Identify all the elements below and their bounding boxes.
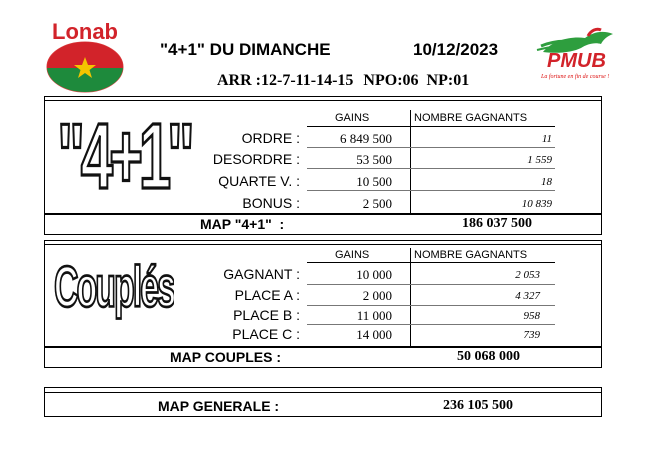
- row-gains: 53 500: [356, 152, 392, 167]
- badge-couples-text: Couplés: [54, 255, 174, 321]
- row-label: QUARTE V. :: [218, 173, 300, 189]
- draw-date: 10/12/2023: [413, 40, 499, 59]
- row-gains: 2 500: [362, 196, 392, 211]
- page-title: "4+1" DU DIMANCHE: [160, 40, 331, 59]
- row-winners: 10 839: [521, 198, 552, 210]
- section-41-badge: [54, 108, 194, 208]
- row-gains: 11 000: [356, 308, 392, 323]
- arrivee-numbers: ARR :12-7-11-14-15: [217, 72, 354, 89]
- row-label: DESORDRE :: [212, 151, 300, 167]
- col-winners-header: NOMBRE GAGNANTS: [414, 112, 528, 124]
- section-couples-badge: [54, 254, 174, 340]
- row-label: GAGNANT :: [223, 266, 300, 282]
- row-gains: 10 500: [356, 174, 392, 189]
- map-41-label: MAP "4+1" :: [200, 216, 285, 232]
- map-generale-value: 236 105 500: [443, 398, 513, 413]
- col-winners-header: NOMBRE GAGNANTS: [414, 249, 528, 261]
- row-winners: 739: [523, 329, 540, 341]
- pmub-logo-text: PMUB: [547, 50, 606, 72]
- row-gains: 10 000: [356, 267, 392, 282]
- row-winners: 2 053: [515, 269, 540, 281]
- row-label: PLACE A :: [234, 287, 300, 303]
- row-winners: 11: [541, 133, 552, 145]
- row-label: PLACE C :: [232, 326, 300, 342]
- map-41-value: 186 037 500: [462, 216, 532, 231]
- npo-value: NPO:06: [363, 72, 419, 89]
- col-gains-header: GAINS: [335, 112, 370, 124]
- map-couples-label: MAP COUPLES :: [170, 349, 281, 365]
- row-winners: 4 327: [515, 290, 540, 302]
- arrivee-line: [217, 72, 469, 90]
- lonab-logo-text: Lonab: [52, 19, 118, 44]
- lonab-logo: [44, 17, 126, 93]
- pmub-tagline: La fortune en fin de course !: [541, 74, 610, 80]
- row-gains: 2 000: [362, 288, 392, 303]
- col-gains-header: GAINS: [335, 249, 370, 261]
- row-label: BONUS :: [242, 195, 300, 211]
- pmub-logo: [533, 26, 623, 86]
- np-value: NP:01: [426, 72, 470, 89]
- row-label: PLACE B :: [233, 307, 300, 323]
- map-couples-value: 50 068 000: [457, 349, 520, 364]
- row-gains: 6 849 500: [340, 131, 392, 146]
- row-label: ORDRE :: [241, 130, 300, 146]
- row-winners: 1 559: [527, 154, 552, 166]
- row-winners: 18: [541, 176, 552, 188]
- row-winners: 958: [523, 310, 540, 322]
- map-generale-label: MAP GENERALE :: [158, 398, 280, 414]
- row-gains: 14 000: [356, 327, 392, 342]
- badge-41-text: "4+1": [57, 108, 191, 208]
